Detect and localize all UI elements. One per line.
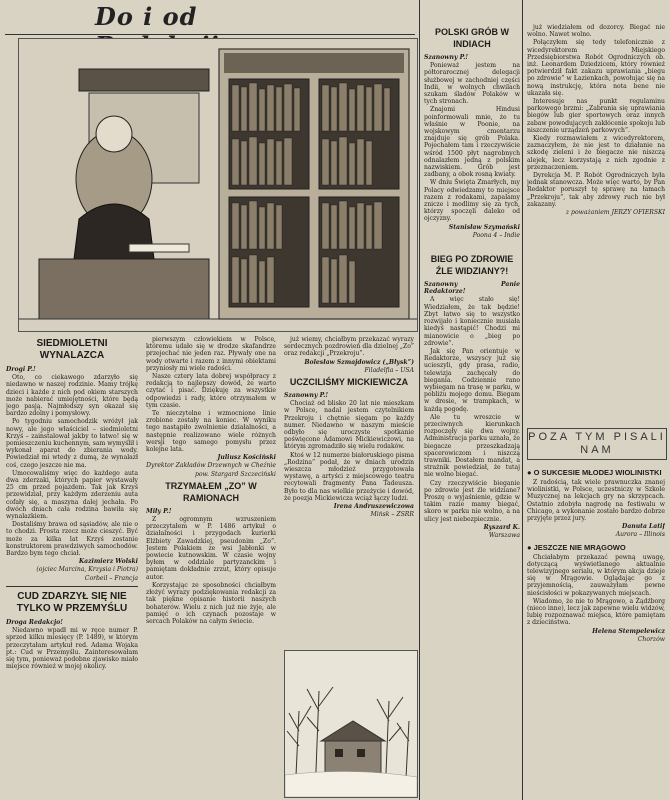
- article-signature: Kazimierz Wolski: [78, 558, 138, 566]
- section-box-poza-tym: [527, 428, 667, 460]
- article-poza-tym: [527, 464, 665, 800]
- article-paragraph: Z radością, tak wiele prawnuczka znanej wiolinistki, w Polsce, uczestniczy w Szkole Muzycznej na lekcjach gry na skrzypcach. Ostatnio zdobyła nagrodę na festiwalu w Chicago, a wykonanie zostało bardzo dobrze przyjęte przez jury.: [527, 479, 665, 523]
- article-paragraph: Interesuje nas punkt regulaminu parkowego brzmi: „Zabrania się uprawiania biegów lub gier sportowych oraz innych zabaw powodujących zakłócenie spokoju lub niszczenie urządzeń parkowych”.: [527, 98, 665, 134]
- article-title: TRZYMAŁEM „ZO” W RAMIONACH: [165, 480, 257, 503]
- article-signature-place: Aurora – Illinois: [615, 531, 665, 539]
- article-signature-place: Warszawa: [488, 531, 520, 539]
- article-greeting: Miły P.!: [146, 507, 172, 515]
- section-box-label: POZA TYM PISALI NAM: [528, 431, 666, 456]
- article-signature-note: Dyrektor Zakładów Drzewnych w Cheźnie: [146, 462, 276, 470]
- article-paragraph: Nasze cztery lata dobrej współpracy z redakcją to najlepszy dowód, że warto czytać i pisać. Dziękuję za wszystkie odpowiedzi i rady, które otrzymałem w tym czasie.: [146, 373, 276, 409]
- article-paragraph: Niedawno wpadł mi w ręce numer P. sprzed kilku miesięcy (P. 1489), w którym przeczytałam artykuł red. Adama Wojaka pt.: Cud w Przemyślu. Zainteresowałam się tym, ponieważ podobne zjawisko miało miejsce również w mojej okolicy.: [6, 627, 138, 671]
- article-paragraph: Ktoś w 12 numerze białoruskiego pisma „Rodzina” podał, że w dniach urodzin wieszcza młodzież przygotowała wystawę, a artyści z miejscowego teatru recytowali fragmenty Pana Tadeusza. Było to dla nas wielkie przeżycie i dowód, że poezja Mickiewicza wciąż łączy ludzi.: [284, 451, 414, 502]
- article-paragraph: Znajomi Hindusi poinformowali mnie, że tu właśnie w Poonie, na wojskowym cmentarzu znajduje się grób Polaka. Pojechałem tam i rzeczywiście wśród 1500 płyt nagrobnych odnalazłem jedną z polskim nazwiskiem. Grób jest zadbany, a obok rosną kwiaty.: [424, 106, 520, 179]
- article-paragraph: Umocowaliśmy więc do każdego auta dwa zderzaki, których papier wystawały 25 cm przed pojazdem. Tak jak Krzyś przewidział, przy każdym zderzeniu auta cofały się, a maszyna dalej jechała. Po dwóch dniach cała rodzina bawiła się wynalazkiem.: [6, 469, 138, 521]
- article-signature-place: pow. Stargard Szczeciński: [194, 470, 276, 478]
- article-signature-note: (ojciec Marcina, Krzysia i Piotra): [36, 566, 138, 574]
- article-signature: Danuta Latif: [622, 523, 665, 531]
- article-signature-place: Chorzów: [637, 635, 665, 643]
- article-greeting: Szanowny Panie Redaktorze!: [424, 281, 520, 296]
- article-paragraph: Te nieczytelne i wzmocnione linie zrobione zostały na koniec. W wyniku tego nastąpiło zwolnienie działalności, a następnie realizowano wiele różnych wersji tego samego pomysłu przez kolejne lata.: [146, 410, 276, 454]
- article-signature: Helena Stempelewicz: [592, 627, 665, 635]
- article-title: CUD ZDARZYŁ SIĘ NIE TYLKO W PRZEMYŚLU: [16, 590, 128, 614]
- article-paragraph: Kiedy rozmawiałem z wicedyrektorem, zaznaczyłem, że nie jest to działanie na szkodę zieleni i że biegacze nie niszczą alejek, lecz korzystają z nich zgodnie z przeznaczeniem.: [527, 135, 665, 171]
- article-siedmioletni-wynalazca: [6, 336, 138, 800]
- article-paragraph: Wiadomo, że nie to Mrągowo, a Żądźborg (nieco inne), lecz jak zapewne wielu widzów, lubię rozpoznawać miejsca, które pamiętam z dzieciństwa.: [527, 597, 665, 627]
- masthead-title: Do i od: [95, 2, 198, 31]
- article-signature-place: Mińsk – ZSRR: [370, 511, 414, 519]
- column-divider: [522, 0, 523, 800]
- article-signature-place: Poona 4 – Indie: [472, 231, 520, 239]
- article-signature-place: Filadelfia – USA: [364, 366, 414, 374]
- article-paragraph: Po tygodniu samochodzik wróżył jak nowy, ale jego właściciel – siedmioletni Krzyś – zainstalował jakby to łatwo! się w pomieszczeniu kuchennym, sam wymyślił i wykonał aparat do zbierania wody. Powiedział mi wtedy z dumą, że wynalazł coś, czego jeszcze nie ma.: [6, 418, 138, 469]
- article-signature-place: Corbeil – Francja: [84, 574, 138, 582]
- article-paragraph: A więc stało się! Wiedziałem, że tak będzie! Zbyt łatwo się to wszystko rozwijało i koniecznie musiała kiedyś nastąpić! Chodzi mi mianowicie o „bieg po zdrowie”.: [424, 296, 520, 347]
- column-divider: [419, 0, 420, 800]
- article-paragraph: Ale tu wreszcie w przeciwnych kierunkach rozpoczęły się dwa wojny. Administracja parku uznała, że biegacze przeszkadzają spacerowiczom i niszczą trawniki. Dostałem mandat, a strażnik powiedział, że tutaj nie wolno biegać.: [424, 413, 520, 479]
- article-paragraph: Dostaliśmy brawa od sąsiadów, ale nie o to chodzi. Prosta rzecz może cieszyć. Być może za kilka lat Krzyś zostanie konstruktorem prawdziwych samochodów. Bardzo bym tego chciał.: [6, 521, 138, 558]
- article-paragraph: Jak się Pan orientuje w Redaktorze, wszyscy już się ucieszyli, gdy prasa, radio, telewizja zachęcały do biegania. Codziennie rano wybiegam na trasę w parku, w pobliżu mojego domu. Biegam w dresie, w trampkach, w każdą pogodę.: [424, 347, 520, 413]
- article-greeting: Szanowny P.!: [424, 54, 469, 61]
- section-rule: [6, 586, 138, 587]
- library-drawing: [19, 39, 417, 331]
- article-paragraph: Chociaż od blisko 20 lat nie mieszkam w Polsce, nadal jestem czytelnikiem Przekroju i chętnie sięgam po każdy numer. Niedawno w naszym mieście odbyło się uroczyste spotkanie poświęcone Adamowi Mickiewiczowi, na którym zgromadziło się wielu rodaków.: [284, 400, 414, 451]
- article-paragraph: pierwszym człowiekiem w Polsce, któremu udało się w drodze skafandrze przejechać nie jeden raz. Pływały one na wody otwarte i razem z innymi obiektami przyniosły mi wiele radości.: [146, 336, 276, 372]
- article-subheading: ● O SUKCESIE MŁODEJ WIOLINISTKI: [527, 468, 662, 477]
- article-greeting: Szanowny P.!: [284, 392, 329, 400]
- article-signature: Stanisław Szymański: [448, 223, 520, 231]
- masthead-rule: [5, 34, 415, 35]
- article-paragraph: Czy rzeczywiście bieganie po zdrowie jest źle widziane? Proszę o wyjaśnienie, gdzie w takim razie mamy biegać, skoro w parku nie wolno, a na ulicy jest niebezpiecznie.: [424, 479, 520, 523]
- article-greeting: Droga Redakcjo!: [6, 618, 63, 626]
- article-title: BIEG PO ZDROWIE ŹLE WIDZIANY?!: [430, 254, 514, 277]
- article-paragraph: Połączyłem się tedy telefonicznie z wicedyrektorem Miejskiego Przedsiębiorstwa Robót Ogrodniczych ob. inż. Leonardem Dziedzicem, który również potwierdził fakt zakazu uprawiania „biegu po zdrowie” w Łazienkach, powołując się na nową instrukcję, która nota bene nie ukazała się.: [527, 39, 665, 97]
- article-paragraph: Oto, co ciekawego zdarzyło się niedawno w naszej rodzinie. Mamy trójkę dzieci i każde z nich pod okiem starszych może nabierać umiejętności, które będą jego pasją. Najmłodszy syn okazał się bardzo zdolny i pomysłowy.: [6, 374, 138, 418]
- article-paragraph: Chciałabym przekazać pewną uwagę, dotyczącą wyświetlanego aktualnie telewizyjnego serialu, w którym akcja dzieje się w Mrągowie. Oglądając go z przyjemnością, zauważyłam pewne nieścisłości w pokazywanych miejscach.: [527, 553, 665, 597]
- snow-scene-photo: [284, 650, 418, 798]
- library-illustration: [18, 38, 418, 332]
- article-signature: Juliusz Kościński: [217, 454, 276, 462]
- article-title: SIEDMIOLETNI WYNALAZCA: [36, 338, 108, 361]
- article-signature: Irena Andruszewiczowa: [333, 503, 414, 511]
- snow-scene-drawing: [285, 651, 417, 797]
- article-title: POLSKI GRÓB W INDIACH: [435, 27, 509, 49]
- article-signature: Ryszard K.: [483, 523, 520, 531]
- article-subheading: ● JESZCZE NIE MRĄGOWO: [527, 542, 626, 552]
- article-paragraph: już wiedziałem od dozorcy. Biegać nie wolno. Nawet wolno.: [527, 24, 665, 39]
- article-paragraph: Korzystając ze sposobności chciałbym złożyć wyrazy podziękowania redakcji za tak piękne opisanie historii naszych bohaterów. Wielu z nich już nie żyje, ale pamięć o ich czynach pozostaje w sercach Polaków na całym świecie.: [146, 581, 276, 625]
- article-signature: z poważaniem JERZY OFIERSKI: [565, 209, 665, 217]
- article-greeting: Drogi P.!: [6, 366, 36, 373]
- article-paragraph: W dniu Święta Zmarłych, my Polacy odwiedzamy to miejsce razem z rodakami, zapalamy znicze i modlimy się za tych, którzy spoczęli daleko od ojczyzny.: [424, 179, 520, 223]
- article-title: UCZCILIŚMY MICKIEWICZA: [289, 377, 409, 388]
- article-paragraph: Z ogromnym wzruszeniem przeczytałem w P. 1486 artykuł o działalności i przygodach kurierki Elżbiety Zawadzkiej, pseudonim „Zo”. Jestem Polakiem ze wsi Jabłonki w powiecie kutnowskim. W czasie wojny byłem w oddziale partyzanckim i pamiętam dokładnie zrzut, który opisuje autor.: [146, 516, 276, 581]
- article-paragraph: już wiemy, chciałbym przekazać wyrazy serdecznych pozdrowień dla dzielnej „Zo” oraz redakcji „Przekroju”.: [284, 336, 414, 358]
- article-uczcilismy-mickiewicza: [284, 336, 414, 644]
- article-paragraph: Dyrekcja M. P. Robót Ogrodniczych była jednak stanowcza. Może więc warto, by Pan Redaktor poruszył tę sprawę na łamach „Przekroju”, tak aby zdrowy ruch nie był zakazany.: [527, 172, 665, 208]
- article-trzymalem-zo: [146, 336, 276, 800]
- article-signature: Bolesław Szmajdowicz („Błysk”): [304, 358, 414, 366]
- article-paragraph: Ponieważ jestem na półtorarocznej delegacji służbowej w zachodniej części Indii, w wolnych chwilach szukam śladów Polaków w tych stronach.: [424, 62, 520, 106]
- article-bieg-continued: [527, 24, 665, 424]
- article-polski-grob: [424, 24, 520, 800]
